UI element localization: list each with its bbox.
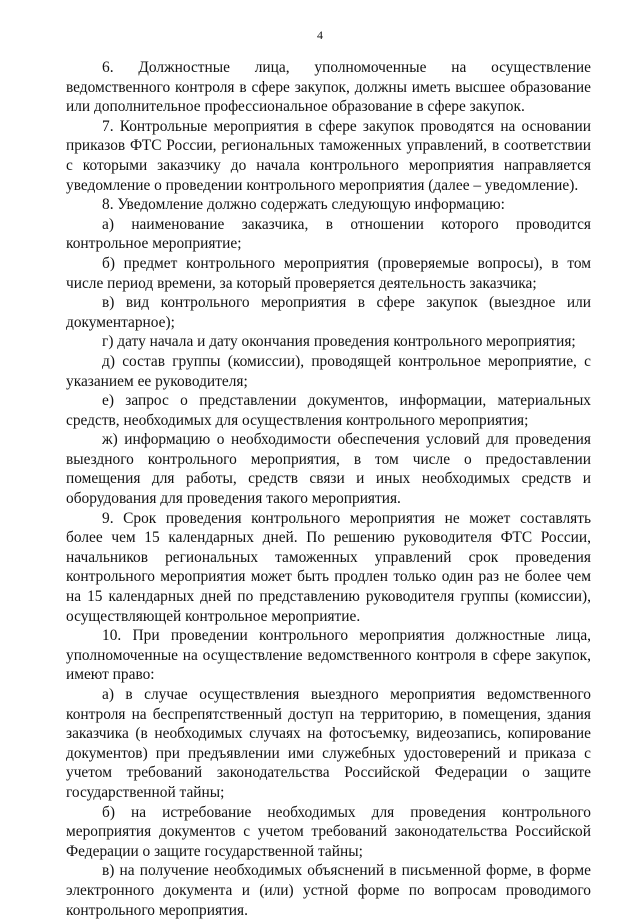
paragraph-10-item-v: в) на получение необходимых объяснений в письменной форме, в форме электронного документа и (или) устной форме по вопросам проводимого контрольного мероприятия.	[66, 862, 591, 919]
document-body	[66, 58, 591, 920]
page-number: 4	[317, 28, 323, 42]
paragraph-8-item-d: д) состав группы (комиссии), проводящей контрольное мероприятие, с указанием ее руководителя;	[66, 352, 591, 390]
paragraph-8-item-e: е) запрос о представлении документов, информации, материальных средств, необходимых для осуществления контрольного мероприятия;	[66, 392, 591, 429]
paragraph-10-item-a: а) в случае осуществления выездного мероприятия ведомственного контроля на беспрепятственный доступ на территорию, в помещения, здания заказчика (в необходимых случаях на фотосъемку, видеозапись, копирование документов) при предъявлении ими служебных удостоверений и приказа с учетом требований законодательства Российской Федерации о защите государственной тайны;	[66, 686, 591, 801]
paragraph-10-item-b: б) на истребование необходимых для проведения контрольного мероприятия документов с учетом требований законодательства Российской Федерации о защите государственной тайны;	[66, 803, 591, 860]
paragraph-9: 9. Срок проведения контрольного мероприятия не может составлять более чем 15 календарных дней. По решению руководителя ФТС России, начальников региональных таможенных управлений срок проведения контрольного мероприятия может быть продлен только один раз не более чем на 15 календарных дней по представлению руководителя группы (комиссии), осуществляющей контрольное мероприятие.	[66, 509, 591, 625]
paragraph-7: 7. Контрольные мероприятия в сфере закупок проводятся на основании приказов ФТС России, региональных таможенных управлений, в соответствии с которыми заказчику до начала контрольного мероприятия направляется уведомление о проведении контрольного мероприятия (далее – уведомление).	[66, 117, 591, 194]
paragraph-6: 6. Должностные лица, уполномоченные на осуществление ведомственного контроля в сфере закупок, должны иметь высшее образование или дополнительное профессиональное образование в сфере закупок.	[66, 59, 591, 116]
paragraph-8-item-b: б) предмет контрольного мероприятия (проверяемые вопросы), в том числе период времени, за который проверяется деятельность заказчика;	[66, 254, 591, 292]
paragraph-8: 8. Уведомление должно содержать следующую информацию:	[102, 196, 505, 214]
paragraph-10: 10. При проведении контрольного мероприятия должностные лица, уполномоченные на осуществление ведомственного контроля в сфере закупок, имеют право:	[66, 627, 591, 684]
paragraph-8-item-a: а) наименование заказчика, в отношении которого проводится контрольное мероприятие;	[66, 215, 591, 253]
paragraph-8-item-v: в) вид контрольного мероприятия в сфере закупок (выездное или документарное);	[66, 294, 591, 331]
paragraph-8-item-zh: ж) информацию о необходимости обеспечения условий для проведения выездного контрольного мероприятия, в том числе о предоставлении помещения для работы, средств связи и иных необходимых средств и оборудования для проведения такого мероприятия.	[66, 431, 591, 508]
paragraph-8-item-g: г) дату начала и дату окончания проведения контрольного мероприятия;	[102, 333, 576, 351]
